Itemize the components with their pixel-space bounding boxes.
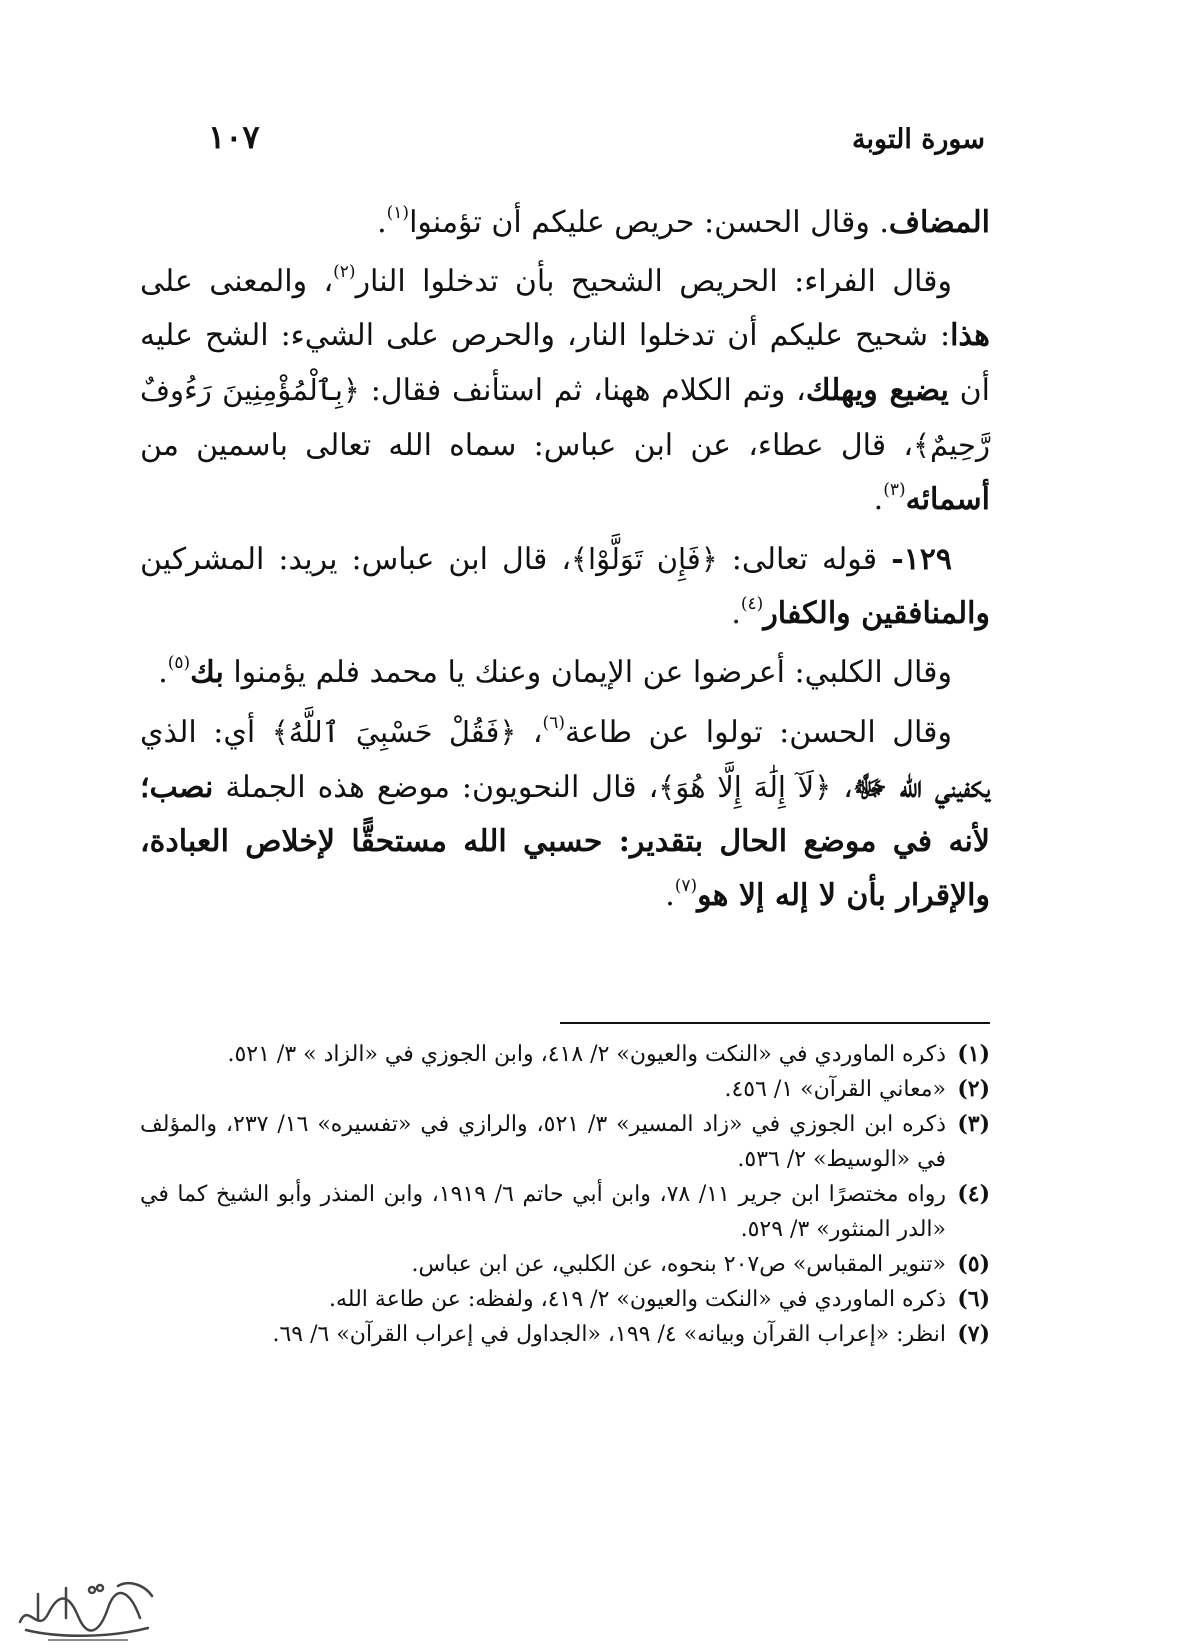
- page-header: [188, 118, 985, 168]
- footnote-reference: (١): [386, 203, 410, 223]
- footnote-item: [140, 1072, 990, 1107]
- footnote-number: (٣): [957, 1111, 990, 1137]
- paragraph-text: قوله تعالى:: [717, 542, 892, 577]
- quran-verse: ﴿فَقُلْ حَسْبِيَ ٱللَّهُ﴾: [271, 715, 517, 749]
- paragraph-text: .: [158, 655, 168, 690]
- paragraph-text: ، والمعنى على: [140, 264, 334, 299]
- paragraph-p1: [140, 196, 990, 250]
- footnote-text: «معاني القرآن» ١/ ٤٥٦.: [724, 1077, 946, 1102]
- footnote-number: (٢): [957, 1076, 990, 1102]
- bold-text: هذا: [950, 318, 990, 353]
- footnote-number: (٤): [957, 1181, 990, 1207]
- paragraph-text: .: [873, 482, 884, 517]
- paragraph-text: .: [665, 878, 675, 913]
- footnote-text: رواه مختصرًا ابن جرير ١١/ ٧٨، وابن أبي حاتم ٦/ ١٩١٩، وابن المنذر وأبو الشيخ كما في «الدر المنثور» ٣/ ٥٢٩.: [140, 1182, 947, 1242]
- footnote-text: انظر: «إعراب القرآن وبيانه» ٤/ ١٩٩، «الجداول في إعراب القرآن» ٦/ ٦٩.: [272, 1322, 946, 1347]
- quran-verse: ﴿لَآ إِلَٰهَ إِلَّا هُوَ﴾: [658, 770, 832, 804]
- paragraph-text: . وقال الحسن: حريص عليكم أن تؤمنوا: [409, 205, 889, 240]
- paragraph-text: .: [377, 205, 387, 240]
- paragraph-p3: [140, 532, 990, 641]
- footnote-text: ذكره الماوردي في «النكت والعيون» ٢/ ٤١٨، وابن الجوزي في «الزاد » ٣/ ٥٢١.: [227, 1042, 946, 1067]
- bold-text: والمنافقين والكفار: [763, 596, 990, 631]
- bold-text: بك: [190, 655, 224, 690]
- quran-verse: ﴿فَإِن تَوَلَّوْا﴾: [571, 542, 718, 576]
- footnote-text: ذكره الماوردي في «النكت والعيون» ٢/ ٤١٩، ولفظه: عن طاعة الله.: [329, 1287, 946, 1312]
- paragraph-text: ، قال عطاء، عن ابن عباس: سماه الله تعالى باسمين من: [140, 428, 914, 463]
- paragraph-text: أي: الذي: [140, 715, 272, 750]
- main-text: [140, 196, 990, 928]
- footnote-divider: [560, 1022, 990, 1024]
- paragraph-text: ،: [516, 715, 543, 750]
- bold-text: نصب؛ لأنه في موضع الحال بتقدير: حسبي الله مستحقًّا لإخلاص العبادة، والإقرار بأن لا إله إلا هو: [140, 770, 990, 913]
- footnote-number: (٧): [957, 1321, 990, 1347]
- paragraph-text: ، قال ابن عباس: يريد: المشركين: [140, 542, 572, 577]
- bold-text: أسمائه: [905, 482, 990, 517]
- footnote-number: (٥): [957, 1251, 990, 1277]
- footnote-text: ذكره ابن الجوزي في «زاد المسير» ٣/ ٥٢١، والرازي في «تفسيره» ١٦/ ٢٣٧، والمؤلف في «الوسيط» ٢/ ٥٣٦.: [140, 1112, 947, 1172]
- paragraph-text: ، قال النحويون: موضع هذه الجملة: [213, 770, 659, 805]
- bold-text: ١٢٩-: [891, 542, 952, 577]
- page-number: ١٠٧: [208, 118, 260, 156]
- footnote-reference: (٦): [542, 713, 565, 733]
- paragraph-p4: [140, 646, 990, 700]
- footnote-item: [140, 1317, 990, 1352]
- quran-verse: ﴿بِٱلْمُؤْمِنِينَ رَءُوفٌ رَّحِيمٌ﴾: [140, 373, 990, 462]
- paragraph-p5: [140, 705, 990, 923]
- footnote-reference: (٤): [740, 594, 764, 614]
- bold-text: يكفيني الله ﷻ: [852, 770, 990, 805]
- surah-title: سورة التوبة: [852, 124, 985, 155]
- footnote-number: (٦): [957, 1286, 990, 1312]
- paragraph-text: : شحيح عليكم أن تدخلوا النار، والحرص على الشيء: الشح عليه أن: [140, 318, 990, 408]
- footnote-reference: (٥): [167, 653, 191, 673]
- footnote-item: [140, 1037, 990, 1072]
- footnote-text: «تنوير المقباس» ص٢٠٧ بنحوه، عن الكلبي، عن ابن عباس.: [411, 1252, 946, 1277]
- library-stamp-icon: [8, 1572, 168, 1644]
- paragraph-text: .: [731, 596, 741, 631]
- footnote-reference: (٣): [883, 480, 906, 500]
- paragraph-text: وقال الكلبي: أعرضوا عن الإيمان وعنك يا محمد فلم يؤمنوا: [223, 655, 952, 690]
- footnote-item: [140, 1107, 990, 1177]
- footnote-reference: (٢): [333, 262, 356, 282]
- bold-text: يضيع ويهلك: [805, 373, 949, 408]
- footnotes: [140, 1037, 990, 1352]
- paragraph-text: وقال الفراء: الحريص الشحيح بأن تدخلوا النار: [355, 264, 952, 299]
- paragraph-text: ، وتم الكلام ههنا، ثم استأنف فقال:: [359, 373, 806, 408]
- footnote-item: [140, 1282, 990, 1317]
- footnote-number: (١): [957, 1041, 990, 1067]
- paragraph-text: وقال الحسن: تولوا عن طاعة: [564, 715, 952, 750]
- footnote-item: [140, 1247, 990, 1282]
- paragraph-text: ،: [831, 770, 853, 805]
- paragraph-p2: [140, 255, 990, 527]
- footnote-reference: (٧): [674, 876, 698, 896]
- footnote-item: [140, 1177, 990, 1247]
- bold-text: المضاف: [888, 205, 990, 240]
